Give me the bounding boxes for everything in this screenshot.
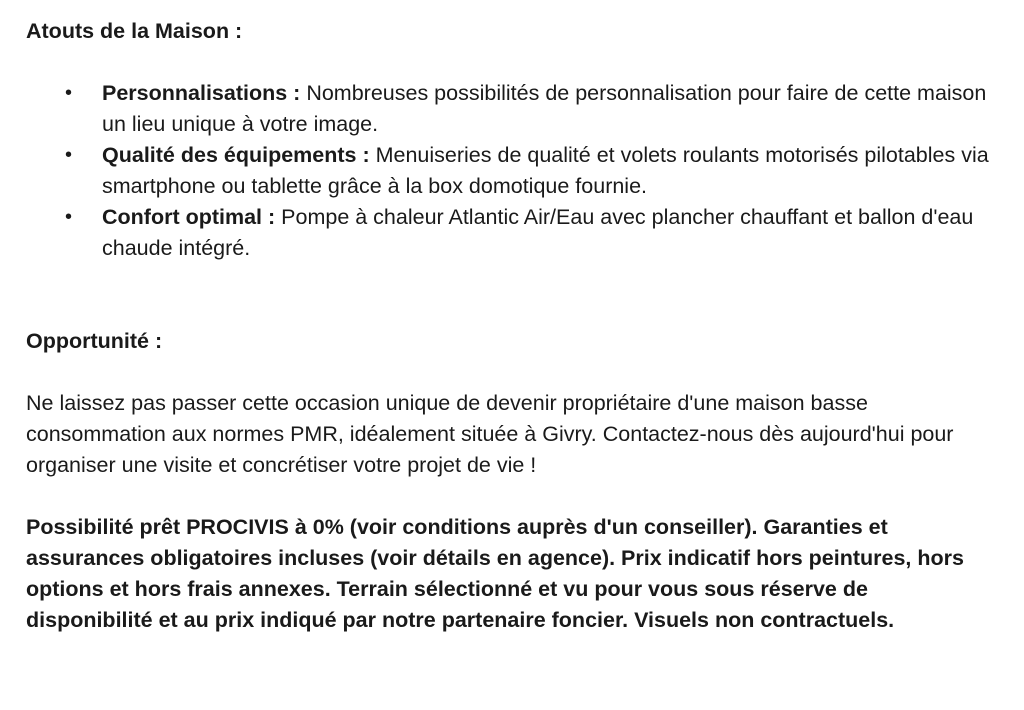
features-list (26, 78, 1000, 264)
opportunite-heading: Opportunité : (26, 329, 163, 353)
list-item (65, 140, 1000, 202)
feature-text-equipements: Menuiseries de qualité et volets roulants motorisés pilotables via smartphone ou tablette grâce à la box domotique fournie. (102, 143, 989, 198)
feature-title-confort: Confort optimal : (102, 205, 276, 229)
list-item (65, 202, 1000, 264)
opportunite-paragraph: Ne laissez pas passer cette occasion unique de devenir propriétaire d'une maison basse consommation aux normes PMR, idéalement située à Givry. Contactez-nous dès aujourd'hui pour organiser une visite et concrétiser votre projet de vie ! (26, 391, 954, 477)
bullet-icon: • (65, 144, 73, 166)
list-item (65, 78, 1000, 140)
feature-title-equipements: Qualité des équipements : (102, 143, 370, 167)
feature-text-personnalisations: Nombreuses possibilités de personnalisation pour faire de cette maison un lieu unique à votre image. (102, 81, 987, 136)
bullet-icon: • (65, 82, 73, 104)
feature-text-confort: Pompe à chaleur Atlantic Air/Eau avec plancher chauffant et ballon d'eau chaude intégré. (102, 205, 974, 260)
atouts-heading: Atouts de la Maison : (26, 19, 243, 43)
disclaimer-paragraph: Possibilité prêt PROCIVIS à 0% (voir conditions auprès d'un conseiller). Garanties et assurances obligatoires incluses (voir détails en agence). Prix indicatif hors peintures, hors options et hors frais annexes. Terrain sélectionné et vu pour vous sous réserve de disponibilité et au prix indiqué par notre partenaire foncier. Visuels non contractuels. (26, 515, 964, 632)
feature-title-personnalisations: Personnalisations : (102, 81, 301, 105)
bullet-icon: • (65, 206, 73, 228)
